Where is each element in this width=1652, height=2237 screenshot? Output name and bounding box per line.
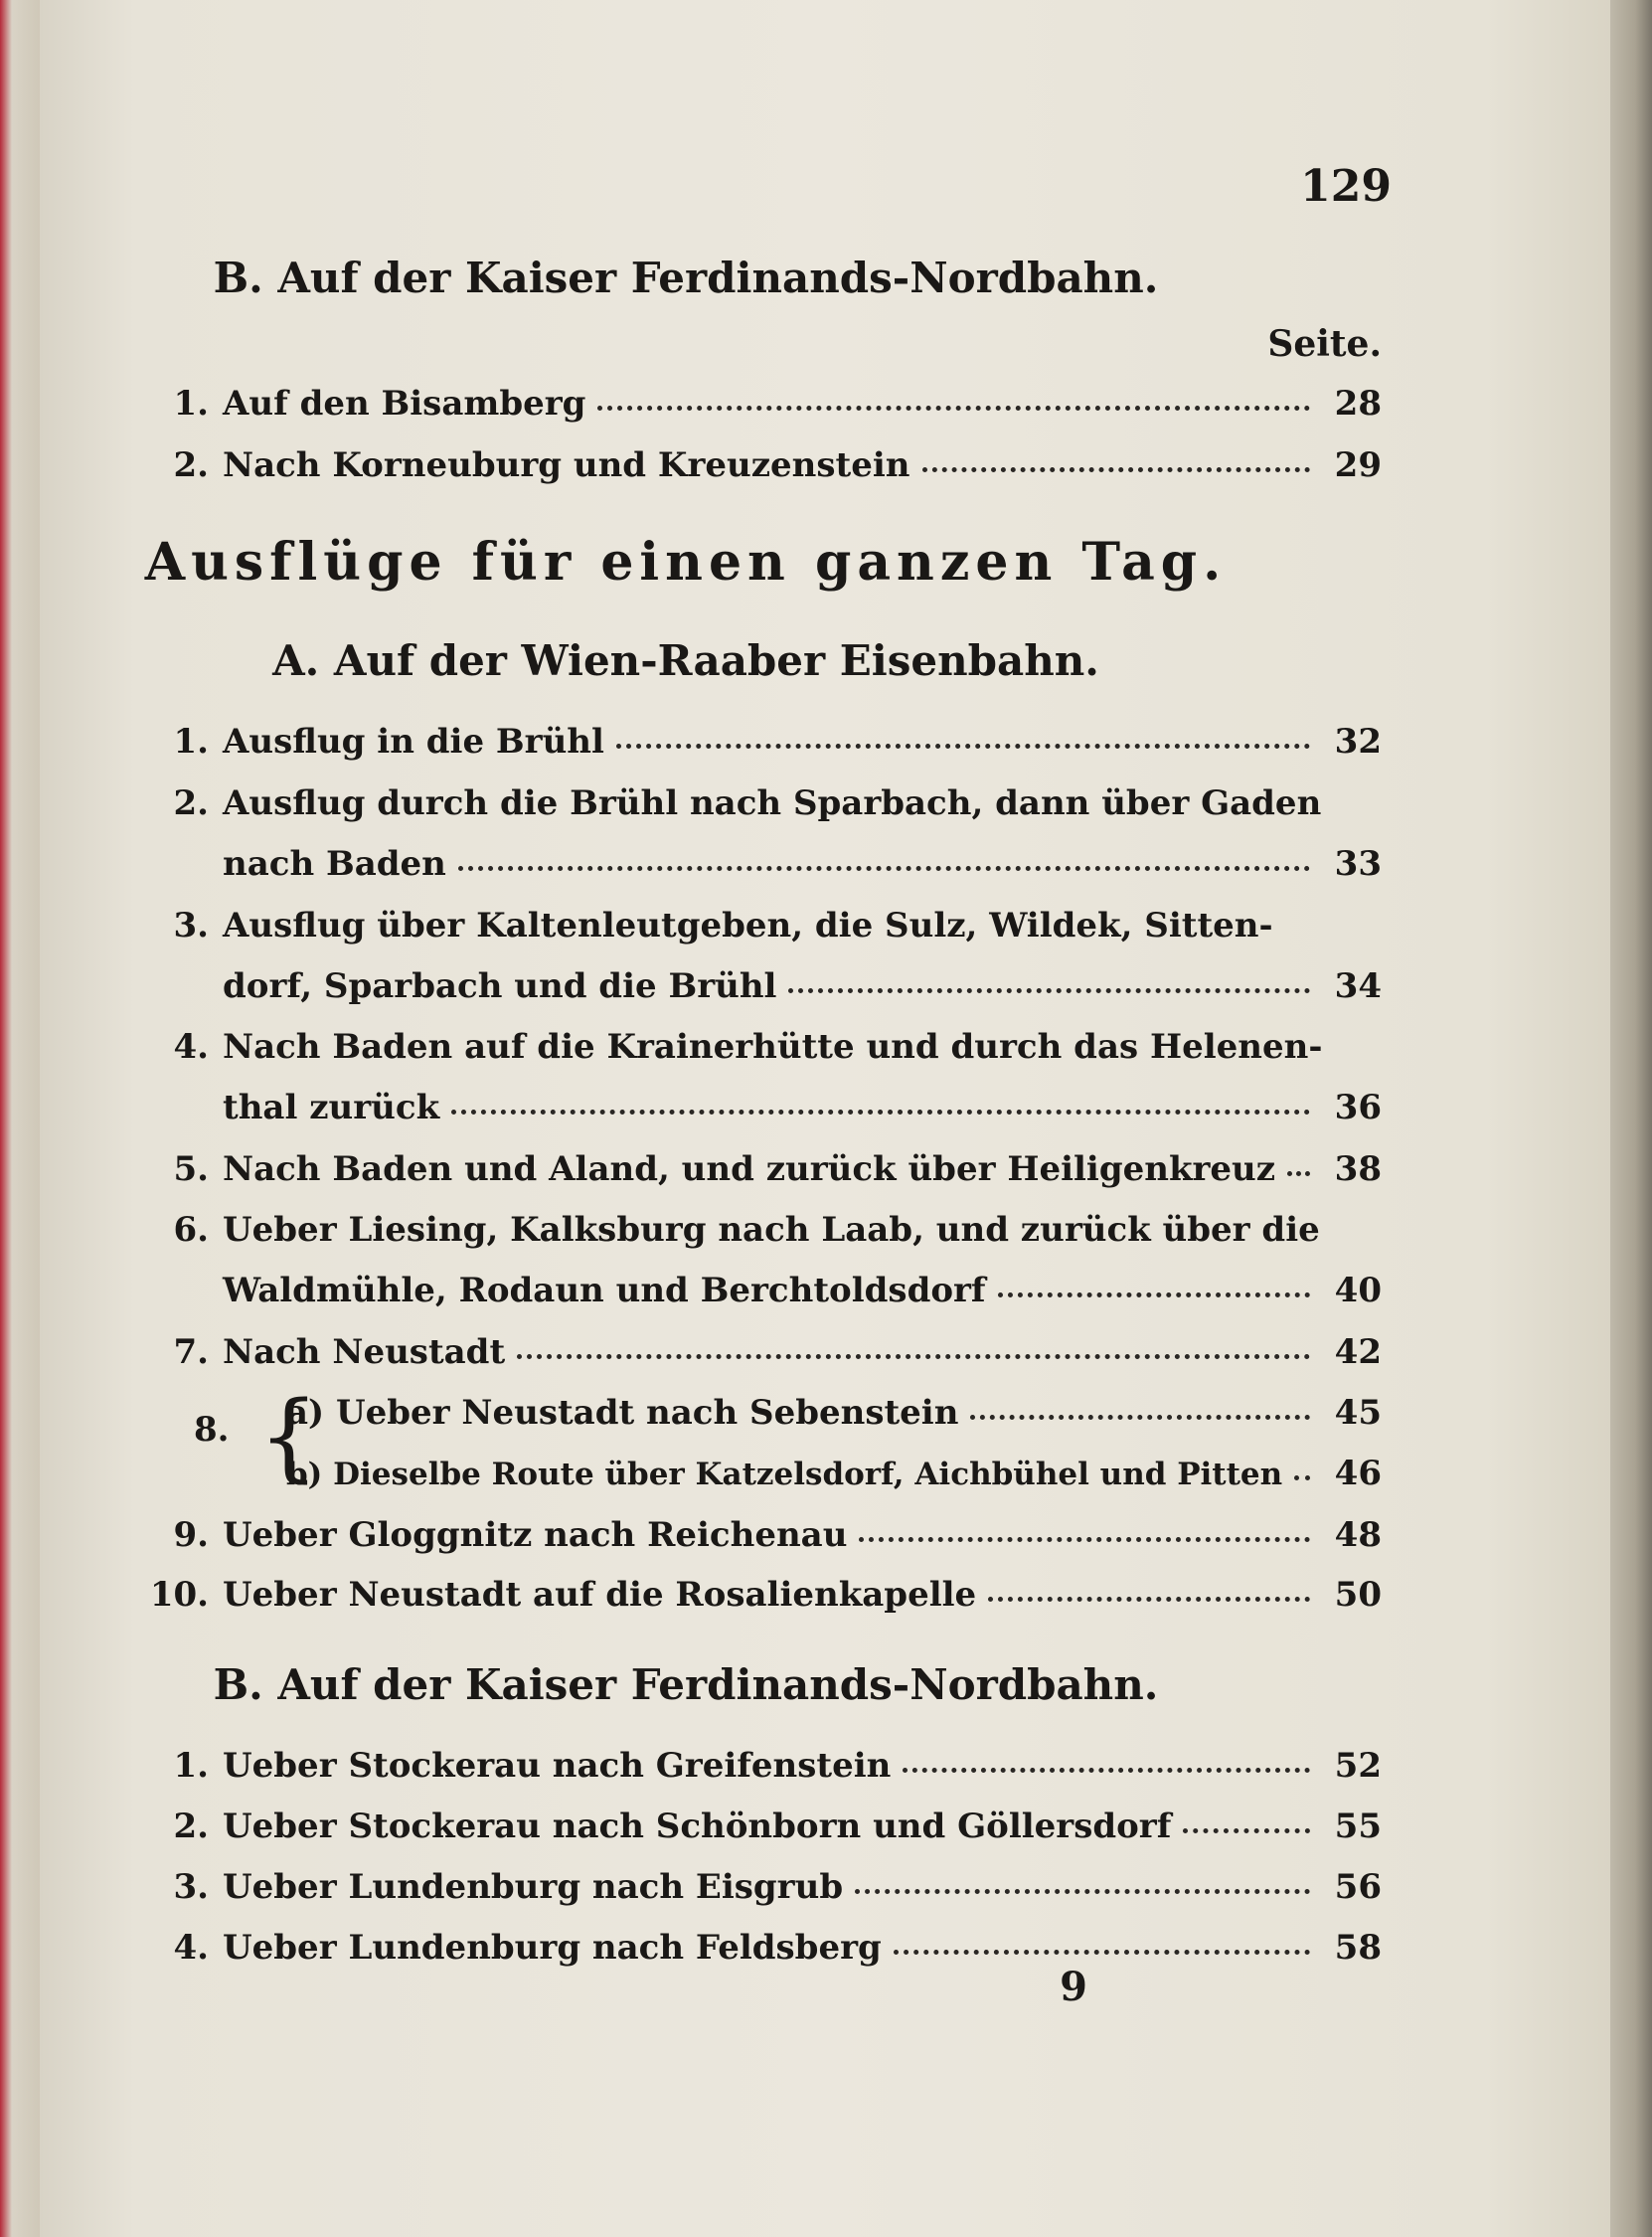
entry-number: 4. — [173, 1928, 209, 1968]
entry-title-continued: thal zurück — [223, 1088, 440, 1127]
entry-title: Nach Korneuburg und Kreuzenstein — [223, 445, 910, 485]
leader-dots — [970, 1395, 1310, 1420]
entry-page: 34 — [1334, 966, 1382, 1006]
entry-title: Ausflug in die Brühl — [223, 722, 604, 762]
leader-dots — [903, 1748, 1310, 1773]
entry-number: 1. — [173, 722, 209, 762]
entry-number: 7. — [173, 1332, 209, 1372]
entry-number: 6. — [173, 1210, 209, 1250]
entry-page: 42 — [1334, 1332, 1382, 1372]
toc-entry-continuation — [223, 838, 1382, 890]
entry-page: 48 — [1334, 1515, 1382, 1555]
entry-page: 52 — [1334, 1746, 1382, 1786]
entry-number: 8. — [194, 1410, 230, 1450]
toc-entry — [139, 1509, 1382, 1561]
leader-dots — [922, 447, 1311, 472]
entry-page: 36 — [1334, 1088, 1382, 1127]
section3-heading: B. Auf der Kaiser Ferdinands-Nordbahn. — [213, 1660, 1159, 1709]
entry-number: 9. — [173, 1515, 209, 1555]
entry-number: 1. — [173, 1746, 209, 1786]
toc-entry — [139, 716, 1382, 768]
entry-number: 2. — [173, 783, 209, 823]
seite-label: Seite. — [1267, 323, 1382, 365]
toc-entry — [139, 1326, 1382, 1378]
entry-number: 2. — [173, 1807, 209, 1846]
entry-title: Ueber Lundenburg nach Feldsberg — [223, 1928, 882, 1968]
toc-entry-line — [139, 1204, 1382, 1256]
toc-entry-continuation — [223, 960, 1382, 1012]
entry-title: Nach Baden auf die Krainerhütte und durch das Helenen- — [223, 1027, 1323, 1067]
entry-page: 38 — [1334, 1149, 1382, 1189]
leader-dots — [517, 1334, 1310, 1359]
entry-number: 4. — [173, 1027, 209, 1067]
entry-title-continued: dorf, Sparbach und die Brühl — [223, 966, 777, 1006]
toc-subentry — [286, 1448, 1382, 1499]
entry-number: 2. — [173, 445, 209, 485]
entry-page: 46 — [1334, 1454, 1382, 1493]
entry-title: Ausflug durch die Brühl nach Sparbach, dann über Gaden — [223, 783, 1322, 823]
leader-dots — [998, 1273, 1310, 1297]
toc-entry — [139, 1922, 1382, 1974]
entry-title: Ueber Lundenburg nach Eisgrub — [223, 1867, 844, 1907]
toc-entry — [139, 1801, 1382, 1852]
adjacent-page-edge — [0, 0, 40, 2237]
entry-title: Nach Baden und Aland, und zurück über Heiligenkreuz — [223, 1149, 1276, 1189]
book-edge — [1610, 0, 1652, 2237]
signature-mark: 9 — [1060, 1964, 1087, 2010]
entry-number: 10. — [149, 1575, 209, 1615]
entry-page: 45 — [1334, 1393, 1382, 1433]
toc-subentry — [286, 1387, 1382, 1439]
book-page — [40, 0, 1610, 2237]
toc-entry-line — [139, 1021, 1382, 1073]
leader-dots — [1183, 1808, 1310, 1833]
entry-title: Nach Neustadt — [223, 1332, 506, 1372]
page-number: 129 — [1300, 161, 1392, 212]
entry-page: 56 — [1334, 1867, 1382, 1907]
section1-heading: B. Auf der Kaiser Ferdinands-Nordbahn. — [213, 254, 1159, 302]
toc-entry — [139, 1143, 1382, 1195]
entry-title: b) Dieselbe Route über Katzelsdorf, Aichbühel und Pitten — [286, 1457, 1283, 1492]
leader-dots — [458, 846, 1310, 871]
toc-entry-line — [139, 777, 1382, 829]
entry-page: 55 — [1334, 1807, 1382, 1846]
toc-entry — [139, 378, 1382, 430]
toc-entry-continuation — [223, 1082, 1382, 1133]
entry-title: Ueber Neustadt auf die Rosalienkapelle — [223, 1575, 977, 1615]
toc-entry — [139, 439, 1382, 491]
entry-number: 3. — [173, 906, 209, 946]
entry-number: 3. — [173, 1867, 209, 1907]
toc-entry-line — [139, 900, 1382, 951]
entry-title-continued: nach Baden — [223, 844, 446, 884]
entry-title: Ueber Gloggnitz nach Reichenau — [223, 1515, 848, 1555]
leader-dots — [1287, 1151, 1310, 1176]
entry-title: Ueber Stockerau nach Schönborn und Göllersdorf — [223, 1807, 1172, 1846]
entry-page: 50 — [1334, 1575, 1382, 1615]
leader-dots — [988, 1577, 1310, 1602]
main-heading: Ausflüge für einen ganzen Tag. — [144, 532, 1228, 593]
entry-page: 32 — [1334, 722, 1382, 762]
curly-brace: { — [258, 1381, 320, 1492]
leader-dots — [894, 1930, 1310, 1955]
entry-title: Auf den Bisamberg — [223, 384, 586, 424]
entry-page: 28 — [1334, 384, 1382, 424]
leader-dots — [1294, 1456, 1310, 1480]
toc-entry — [139, 1861, 1382, 1913]
section2-heading: A. Auf der Wien-Raaber Eisenbahn. — [272, 636, 1099, 685]
entry-number: 5. — [173, 1149, 209, 1189]
entry-title: Ueber Liesing, Kalksburg nach Laab, und zurück über die — [223, 1210, 1320, 1250]
leader-dots — [788, 968, 1310, 993]
entry-number: 1. — [173, 384, 209, 424]
leader-dots — [859, 1517, 1310, 1542]
entry-title: Ueber Stockerau nach Greifenstein — [223, 1746, 892, 1786]
toc-entry — [139, 1569, 1382, 1621]
leader-dots — [597, 386, 1310, 411]
leader-dots — [451, 1090, 1310, 1115]
entry-page: 40 — [1334, 1271, 1382, 1310]
entry-title: Ausflug über Kaltenleutgeben, die Sulz, Wildek, Sitten- — [223, 906, 1273, 946]
toc-entry-continuation — [223, 1265, 1382, 1316]
entry-page: 33 — [1334, 844, 1382, 884]
entry-page: 58 — [1334, 1928, 1382, 1968]
entry-title: a) Ueber Neustadt nach Sebenstein — [286, 1393, 959, 1433]
leader-dots — [616, 724, 1310, 749]
leader-dots — [855, 1869, 1310, 1894]
entry-title-continued: Waldmühle, Rodaun und Berchtoldsdorf — [223, 1271, 986, 1310]
entry-page: 29 — [1334, 445, 1382, 485]
toc-entry — [139, 1740, 1382, 1792]
